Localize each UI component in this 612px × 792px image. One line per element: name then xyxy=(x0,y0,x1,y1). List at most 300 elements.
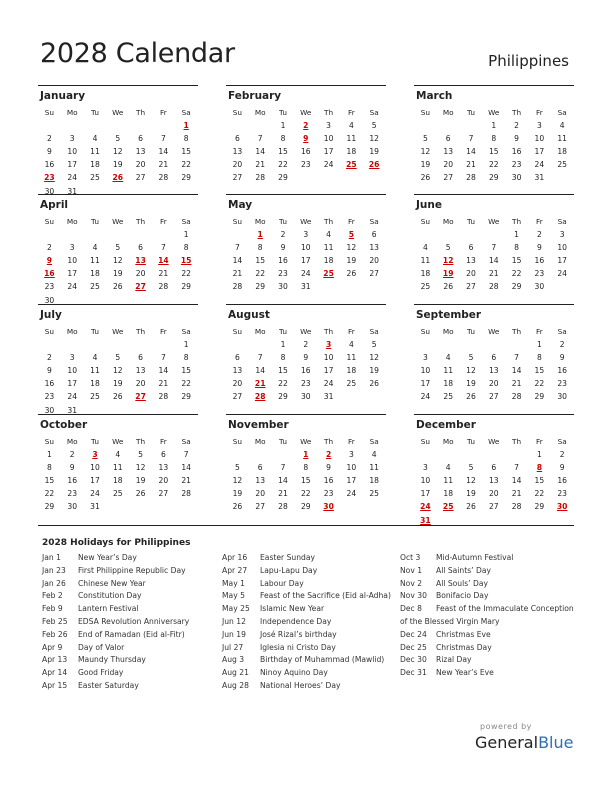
day: 8 xyxy=(514,243,519,253)
day-grid xyxy=(38,325,198,417)
holiday-date: Jun 12 xyxy=(222,616,246,626)
day: 29 xyxy=(181,173,192,183)
weekday-header: We xyxy=(300,327,312,336)
empty-cell xyxy=(437,448,460,461)
holiday-name: Easter Saturday xyxy=(78,680,139,690)
day: 1 xyxy=(536,340,542,350)
day: 21 xyxy=(158,269,169,279)
day: 24 xyxy=(90,489,100,499)
day: 21 xyxy=(511,379,522,389)
month-rule xyxy=(226,304,386,305)
weekday-header: Tu xyxy=(91,437,99,446)
day: 8 xyxy=(183,134,189,144)
day: 27 xyxy=(443,173,454,183)
holiday-name: Mid-Autumn Festival xyxy=(436,553,514,562)
day: 28 xyxy=(511,392,522,402)
weekday-header: Th xyxy=(512,327,522,336)
day: 23 xyxy=(67,489,78,499)
day: 11 xyxy=(443,366,454,376)
day: 31 xyxy=(323,392,334,402)
empty-cell xyxy=(437,119,460,132)
holiday-item xyxy=(42,654,217,667)
day: 3 xyxy=(303,230,309,240)
holiday-date: Dec 8 xyxy=(400,604,422,614)
weekday-header: Th xyxy=(512,217,522,226)
day: 6 xyxy=(160,450,166,460)
day: 14 xyxy=(278,476,288,486)
day: 21 xyxy=(158,379,169,389)
weekday-header: Sa xyxy=(369,327,379,336)
day: 6 xyxy=(371,230,377,240)
holiday-item xyxy=(42,616,217,629)
day-grid xyxy=(226,215,386,294)
day: 2 xyxy=(536,230,542,240)
day: 18 xyxy=(346,147,357,157)
day: 6 xyxy=(445,134,451,144)
day: 12 xyxy=(112,256,123,266)
holiday-day: 30 xyxy=(556,502,568,512)
day: 13 xyxy=(488,476,499,486)
weekday-header: Mo xyxy=(66,327,78,336)
month-name: December xyxy=(416,419,476,431)
holiday-date: Apr 16 xyxy=(222,553,248,562)
empty-cell xyxy=(226,338,249,351)
month-name: September xyxy=(416,309,482,321)
day: 3 xyxy=(559,230,565,240)
holiday-item xyxy=(222,603,397,616)
day: 4 xyxy=(92,243,98,253)
holiday-day: 27 xyxy=(135,282,146,292)
weekday-header: Mo xyxy=(254,437,266,446)
day: 30 xyxy=(44,186,55,196)
weekday-header: Mo xyxy=(254,327,266,336)
weekday-header: Mo xyxy=(66,437,78,446)
day: 15 xyxy=(278,366,288,376)
day: 11 xyxy=(90,366,100,376)
weekday-header: Fr xyxy=(348,108,355,117)
holiday-day: 28 xyxy=(254,392,266,402)
day: 16 xyxy=(278,256,288,266)
holiday-name: Constitution Day xyxy=(78,591,142,601)
month-june xyxy=(414,198,574,306)
day: 19 xyxy=(466,379,476,389)
empty-cell xyxy=(414,119,437,132)
day: 22 xyxy=(181,160,192,170)
day: 21 xyxy=(255,160,266,170)
holiday-date: Dec 31 xyxy=(400,668,427,678)
weekday-header: Su xyxy=(44,437,55,446)
day: 12 xyxy=(420,147,431,157)
day: 17 xyxy=(420,379,431,389)
day: 22 xyxy=(300,489,311,499)
weekday-header: Th xyxy=(136,108,146,117)
day: 8 xyxy=(257,243,263,253)
day: 28 xyxy=(158,392,169,402)
day: 27 xyxy=(466,282,476,292)
month-rule xyxy=(414,304,574,305)
day: 2 xyxy=(514,121,519,131)
weekday-header: We xyxy=(300,217,312,226)
day: 9 xyxy=(514,134,519,144)
day: 5 xyxy=(115,134,121,144)
day: 14 xyxy=(255,147,266,157)
empty-cell xyxy=(152,228,175,241)
empty-cell xyxy=(505,338,528,351)
weekday-header: We xyxy=(112,108,124,117)
weekday-header: Sa xyxy=(557,437,567,446)
day: 21 xyxy=(232,269,243,279)
weekday-header: Su xyxy=(420,108,431,117)
day: 24 xyxy=(346,489,357,499)
day: 3 xyxy=(536,121,542,131)
weekday-header: Th xyxy=(324,437,334,446)
day: 23 xyxy=(300,379,311,389)
weekday-header: Sa xyxy=(181,327,191,336)
day: 21 xyxy=(466,160,476,170)
weekday-header: Sa xyxy=(181,437,191,446)
day: 8 xyxy=(183,353,189,363)
day-grid xyxy=(38,106,198,198)
day: 30 xyxy=(44,295,55,305)
day: 4 xyxy=(92,353,98,363)
weekday-header: Tu xyxy=(467,217,475,226)
day: 14 xyxy=(511,366,522,376)
day: 14 xyxy=(511,476,522,486)
day: 20 xyxy=(466,269,476,279)
day: 19 xyxy=(466,489,476,499)
day: 24 xyxy=(420,392,431,402)
day: 11 xyxy=(323,243,334,253)
month-august xyxy=(226,308,386,416)
day: 10 xyxy=(420,366,431,376)
holiday-date: Feb 9 xyxy=(42,604,63,614)
day: 10 xyxy=(323,134,334,144)
day: 24 xyxy=(300,269,311,279)
day: 5 xyxy=(445,243,451,253)
weekday-header: Fr xyxy=(348,437,355,446)
holiday-day: 27 xyxy=(135,392,146,402)
day: 2 xyxy=(303,340,309,350)
weekday-header: Fr xyxy=(348,217,355,226)
holiday-date: Dec 30 xyxy=(400,655,427,665)
day: 27 xyxy=(135,173,146,183)
day-grid xyxy=(414,435,574,527)
holiday-day: 25 xyxy=(323,269,334,279)
day: 19 xyxy=(369,366,380,376)
day: 3 xyxy=(326,121,331,131)
day: 10 xyxy=(67,256,78,266)
day: 12 xyxy=(232,476,243,486)
weekday-header: We xyxy=(112,217,124,226)
day: 16 xyxy=(534,256,545,266)
day: 15 xyxy=(534,476,545,486)
weekday-header: Tu xyxy=(91,108,99,117)
month-name: November xyxy=(228,419,289,431)
weekday-header: Mo xyxy=(442,437,454,446)
day: 23 xyxy=(44,392,55,402)
empty-cell xyxy=(249,338,272,351)
holiday-item xyxy=(42,667,217,680)
day: 5 xyxy=(115,243,121,253)
holiday-date: Apr 13 xyxy=(42,655,68,665)
day: 7 xyxy=(280,463,286,473)
day: 27 xyxy=(255,502,266,512)
weekday-header: We xyxy=(300,437,312,446)
holiday-date: Aug 28 xyxy=(222,680,249,690)
month-name: June xyxy=(416,199,442,211)
day: 18 xyxy=(90,269,100,279)
day: 24 xyxy=(67,282,78,292)
day: 30 xyxy=(557,392,568,402)
day: 5 xyxy=(371,121,377,131)
empty-cell xyxy=(460,228,483,241)
day: 13 xyxy=(255,476,266,486)
day: 11 xyxy=(90,256,100,266)
month-december xyxy=(414,418,574,526)
weekday-header: Th xyxy=(512,108,522,117)
day: 30 xyxy=(278,282,288,292)
day: 12 xyxy=(466,476,476,486)
day: 25 xyxy=(90,392,100,402)
holiday-day: 25 xyxy=(442,502,454,512)
weekday-header: Fr xyxy=(348,327,355,336)
day: 2 xyxy=(559,340,565,350)
day: 26 xyxy=(112,392,123,402)
holiday-item xyxy=(222,629,397,642)
holiday-day: 26 xyxy=(368,160,380,170)
day: 20 xyxy=(232,379,243,389)
weekday-header: Mo xyxy=(442,108,454,117)
empty-cell xyxy=(61,228,84,241)
day: 31 xyxy=(67,186,78,196)
day: 13 xyxy=(158,463,169,473)
weekday-header: Th xyxy=(136,217,146,226)
weekday-header: Mo xyxy=(442,327,454,336)
day: 19 xyxy=(112,269,123,279)
day: 24 xyxy=(67,173,78,183)
weekday-header: Sa xyxy=(557,327,567,336)
holiday-date: Dec 25 xyxy=(400,642,427,652)
holiday-name: Feast of the Immaculate Conception of the Blessed Virgin Mary xyxy=(400,604,574,626)
holiday-day: 2 xyxy=(325,450,332,460)
empty-cell xyxy=(414,228,437,241)
empty-cell xyxy=(84,119,107,132)
holiday-name: Rizal Day xyxy=(436,655,472,665)
day: 9 xyxy=(280,243,286,253)
day: 6 xyxy=(257,463,263,473)
holiday-item xyxy=(222,642,397,655)
month-rule xyxy=(38,414,198,415)
day: 10 xyxy=(420,476,431,486)
day: 18 xyxy=(323,256,334,266)
empty-cell xyxy=(460,338,483,351)
holiday-name: Bonifacio Day xyxy=(436,591,489,601)
holiday-day: 12 xyxy=(442,256,454,266)
day: 24 xyxy=(67,392,78,402)
holiday-day: 5 xyxy=(348,230,355,240)
empty-cell xyxy=(482,448,505,461)
day: 15 xyxy=(488,147,499,157)
empty-cell xyxy=(505,448,528,461)
day: 17 xyxy=(346,476,357,486)
day: 20 xyxy=(135,379,146,389)
day: 4 xyxy=(371,450,377,460)
weekday-header: Sa xyxy=(369,437,379,446)
holiday-date: Oct 3 xyxy=(400,553,421,562)
brand-logo[interactable] xyxy=(475,733,573,752)
day: 8 xyxy=(491,134,497,144)
day: 10 xyxy=(67,366,78,376)
day: 30 xyxy=(534,282,545,292)
holiday-date: Nov 2 xyxy=(400,578,423,588)
day: 9 xyxy=(559,353,565,363)
holiday-item xyxy=(222,552,397,565)
day: 2 xyxy=(46,134,52,144)
day: 24 xyxy=(557,269,568,279)
day: 6 xyxy=(468,243,474,253)
day: 13 xyxy=(232,147,243,157)
holiday-item xyxy=(400,629,575,642)
holiday-date: Apr 14 xyxy=(42,668,68,678)
weekday-header: Th xyxy=(136,437,146,446)
holiday-day: 1 xyxy=(303,450,309,460)
day: 22 xyxy=(511,269,522,279)
day: 6 xyxy=(491,353,497,363)
weekday-header: Su xyxy=(232,327,243,336)
day: 6 xyxy=(491,463,497,473)
day: 23 xyxy=(44,282,55,292)
day: 7 xyxy=(514,353,519,363)
day: 29 xyxy=(534,502,545,512)
day: 27 xyxy=(232,173,243,183)
holiday-day: 30 xyxy=(323,502,334,512)
weekday-header: Su xyxy=(44,327,55,336)
holiday-day: 3 xyxy=(92,450,98,460)
day: 28 xyxy=(511,502,522,512)
weekday-header: We xyxy=(488,217,500,226)
weekday-header: Tu xyxy=(467,327,475,336)
day: 3 xyxy=(69,243,75,253)
holiday-date: Dec 24 xyxy=(400,629,427,639)
day: 16 xyxy=(300,147,311,157)
month-name: October xyxy=(40,419,88,431)
month-january xyxy=(38,89,198,197)
day: 2 xyxy=(69,450,75,460)
day: 11 xyxy=(557,134,568,144)
day-grid xyxy=(226,435,386,514)
weekday-header: Su xyxy=(420,327,431,336)
day: 9 xyxy=(326,463,331,473)
day: 18 xyxy=(90,379,100,389)
weekday-header: Sa xyxy=(369,217,379,226)
day: 25 xyxy=(369,489,380,499)
holiday-item xyxy=(222,654,397,667)
day: 5 xyxy=(234,463,240,473)
day: 23 xyxy=(323,489,334,499)
day: 27 xyxy=(369,269,380,279)
day: 12 xyxy=(369,134,380,144)
day: 6 xyxy=(138,243,143,253)
day: 7 xyxy=(160,134,166,144)
day: 15 xyxy=(511,256,522,266)
holiday-date: Feb 25 xyxy=(42,616,68,626)
day: 16 xyxy=(557,476,568,486)
day: 25 xyxy=(420,282,431,292)
holiday-day: 1 xyxy=(257,230,263,240)
day: 4 xyxy=(326,230,331,240)
month-july xyxy=(38,308,198,416)
empty-cell xyxy=(414,448,437,461)
holiday-date: Aug 3 xyxy=(222,655,245,665)
day: 2 xyxy=(559,450,565,460)
day: 17 xyxy=(300,256,311,266)
day: 7 xyxy=(514,463,519,473)
day: 2 xyxy=(46,243,52,253)
holiday-day: 16 xyxy=(44,269,55,279)
weekday-header: Sa xyxy=(557,217,567,226)
empty-cell xyxy=(460,119,483,132)
holiday-day: 9 xyxy=(303,134,309,144)
month-name: July xyxy=(40,309,62,321)
weekday-header: Tu xyxy=(467,108,475,117)
day: 5 xyxy=(468,463,474,473)
weekday-header: We xyxy=(112,327,124,336)
holiday-item xyxy=(222,616,397,629)
holiday-name: Lantern Festival xyxy=(78,604,139,614)
empty-cell xyxy=(129,338,152,351)
day: 17 xyxy=(67,160,78,170)
empty-cell xyxy=(106,228,129,241)
weekday-header: Su xyxy=(44,108,55,117)
weekday-header: Th xyxy=(136,327,146,336)
day: 24 xyxy=(323,379,334,389)
day: 10 xyxy=(300,243,311,253)
holiday-item xyxy=(400,578,575,591)
day: 26 xyxy=(420,173,431,183)
holiday-day: 21 xyxy=(254,379,266,389)
weekday-header: Sa xyxy=(557,108,567,117)
month-rule xyxy=(226,194,386,195)
day: 20 xyxy=(488,379,499,389)
day: 16 xyxy=(511,147,522,157)
holiday-item xyxy=(222,565,397,578)
day: 1 xyxy=(491,121,497,131)
day: 28 xyxy=(278,502,288,512)
day: 30 xyxy=(44,405,55,415)
holiday-item xyxy=(400,603,575,629)
weekday-header: Fr xyxy=(160,327,167,336)
empty-cell xyxy=(152,338,175,351)
day: 27 xyxy=(488,502,499,512)
day: 23 xyxy=(300,160,311,170)
day-grid xyxy=(226,106,386,185)
holiday-item xyxy=(400,552,575,565)
weekday-header: Tu xyxy=(279,108,287,117)
month-rule xyxy=(414,414,574,415)
empty-cell xyxy=(61,338,84,351)
day: 19 xyxy=(135,476,146,486)
day: 16 xyxy=(557,366,568,376)
day: 1 xyxy=(536,450,542,460)
holiday-item xyxy=(222,590,397,603)
holiday-day: 24 xyxy=(420,502,431,512)
weekday-header: Sa xyxy=(181,108,191,117)
holidays-heading: 2028 Holidays for Philippines xyxy=(42,538,191,548)
day: 9 xyxy=(536,243,542,253)
weekday-header: We xyxy=(488,437,500,446)
day: 4 xyxy=(115,450,121,460)
day: 7 xyxy=(257,353,263,363)
